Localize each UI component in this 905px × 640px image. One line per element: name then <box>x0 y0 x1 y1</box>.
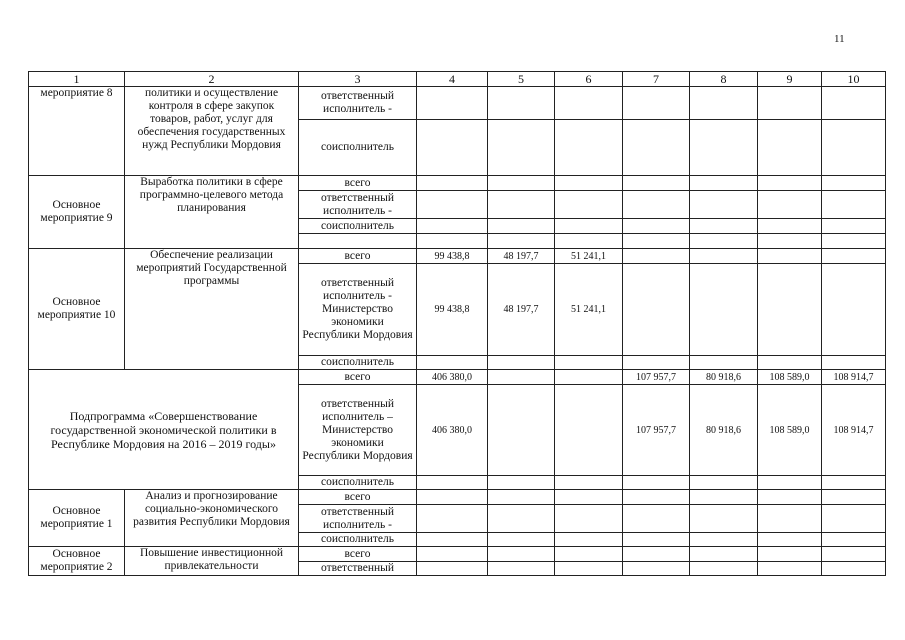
measure-2-label: Основное мероприятие 2 <box>29 547 125 576</box>
row-label-coexecutor: соисполнитель <box>299 120 417 176</box>
row-label-coexecutor: соисполнитель <box>299 476 417 490</box>
m10-resp-col5: 48 197,7 <box>488 264 555 356</box>
header-col-7: 7 <box>623 72 690 87</box>
measure-8-label: мероприятие 8 <box>29 87 125 176</box>
table-row <box>29 490 886 505</box>
header-col-5: 5 <box>488 72 555 87</box>
measure-10-description: Обеспечение реализации мероприятий Государственной программы <box>125 249 299 370</box>
row-label-responsible-ministry: ответственный исполнитель - Министерство экономики Республики Мордовия <box>299 264 417 356</box>
row-label-responsible: ответственный исполнитель - <box>299 87 417 120</box>
row-label-total: всего <box>299 490 417 505</box>
measure-1-description: Анализ и прогнозирование социально-экономического развития Республики Мордовия <box>125 490 299 547</box>
row-label-total: всего <box>299 370 417 385</box>
sub-total-col4: 406 380,0 <box>417 370 488 385</box>
sub-resp-col10: 108 914,7 <box>822 385 886 476</box>
table-row <box>29 87 886 120</box>
table-row <box>29 176 886 191</box>
measure-8-description: политики и осуществление контроля в сфере закупок товаров, работ, услуг для обеспечения государственных нужд Республики Мордовия <box>125 87 299 176</box>
header-col-8: 8 <box>690 72 758 87</box>
table-row <box>29 370 886 385</box>
header-row <box>29 72 886 87</box>
sub-total-col8: 80 918,6 <box>690 370 758 385</box>
sub-total-col7: 107 957,7 <box>623 370 690 385</box>
header-col-3: 3 <box>299 72 417 87</box>
subprogram-title: Подпрограмма «Совершенствование государственной экономической политики в Республике Мордовия на 2016 – 2019 годы» <box>29 370 299 490</box>
m10-resp-col6: 51 241,1 <box>555 264 623 356</box>
row-label-coexecutor: соисполнитель <box>299 219 417 234</box>
measure-10-label: Основное мероприятие 10 <box>29 249 125 370</box>
table-row <box>29 547 886 562</box>
row-label-responsible: ответственный исполнитель - <box>299 505 417 533</box>
measure-9-description: Выработка политики в сфере программно-целевого метода планирования <box>125 176 299 249</box>
row-label-responsible-ministry: ответственный исполнитель – Министерство экономики Республики Мордовия <box>299 385 417 476</box>
header-col-2: 2 <box>125 72 299 87</box>
page-number: 11 <box>834 33 845 45</box>
measure-9-label: Основное мероприятие 9 <box>29 176 125 249</box>
sub-total-col9: 108 589,0 <box>758 370 822 385</box>
header-col-10: 10 <box>822 72 886 87</box>
m10-total-col6: 51 241,1 <box>555 249 623 264</box>
row-label-coexecutor: соисполнитель <box>299 356 417 370</box>
m10-total-col4: 99 438,8 <box>417 249 488 264</box>
sub-resp-col9: 108 589,0 <box>758 385 822 476</box>
measure-1-label: Основное мероприятие 1 <box>29 490 125 547</box>
row-label-coexecutor: соисполнитель <box>299 533 417 547</box>
sub-resp-col8: 80 918,6 <box>690 385 758 476</box>
row-label-total: всего <box>299 547 417 562</box>
program-table <box>28 71 886 576</box>
sub-total-col10: 108 914,7 <box>822 370 886 385</box>
sub-resp-col4: 406 380,0 <box>417 385 488 476</box>
row-label-responsible: ответственный исполнитель - <box>299 191 417 219</box>
header-col-6: 6 <box>555 72 623 87</box>
measure-2-description: Повышение инвестиционной привлекательности <box>125 547 299 576</box>
sub-resp-col7: 107 957,7 <box>623 385 690 476</box>
header-col-9: 9 <box>758 72 822 87</box>
row-label-total: всего <box>299 176 417 191</box>
header-col-4: 4 <box>417 72 488 87</box>
row-label-total: всего <box>299 249 417 264</box>
table-row <box>29 249 886 264</box>
header-col-1: 1 <box>29 72 125 87</box>
row-label-responsible-partial: ответственный <box>299 562 417 576</box>
m10-resp-col4: 99 438,8 <box>417 264 488 356</box>
m10-total-col5: 48 197,7 <box>488 249 555 264</box>
